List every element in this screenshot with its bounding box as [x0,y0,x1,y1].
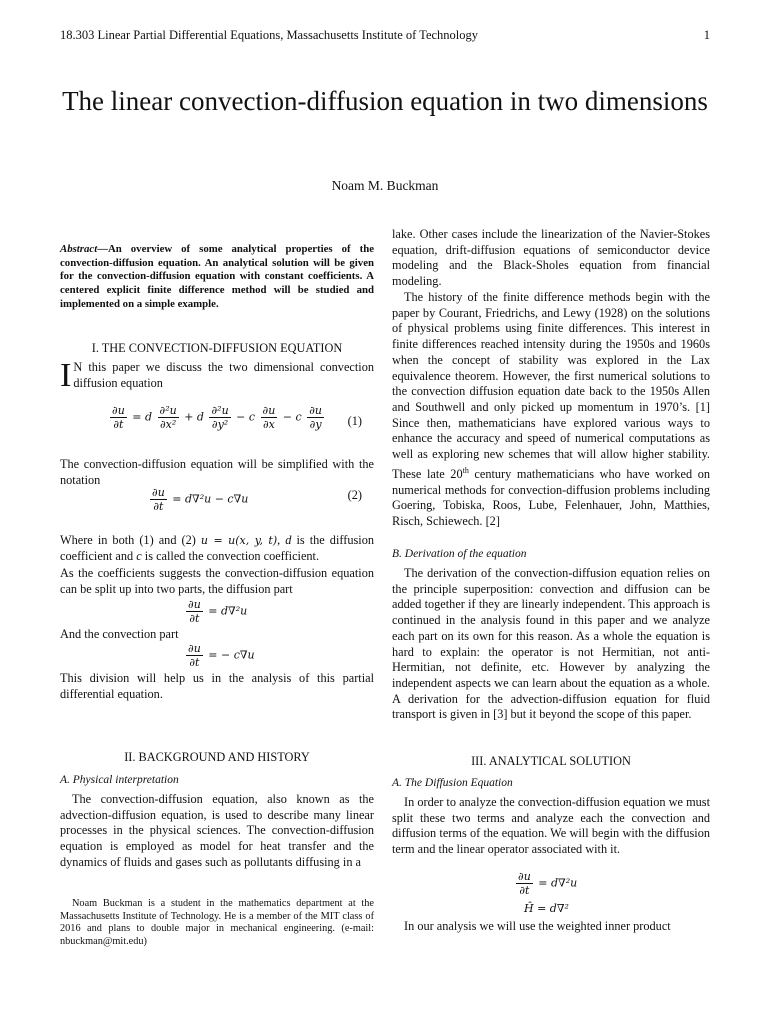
equation-1-number: (1) [347,414,362,428]
dropcap: I [60,357,72,394]
intro-text: N this paper we discuss the two dimensional convection diffusion equation [73,360,374,390]
convection-part-text: And the convection part [60,627,179,641]
diffusion-text: In order to analyze the convection-diffusion equation we must split these two terms and analyze each the convection and diffusion terms of the equation. We will begin with the diffusion term and the linear operator associated with it. [392,795,710,857]
where-u: u = u(x, y, t) [200,534,278,547]
convection-part-equation: $\frac{\partial u}{\partial t}$ = − c∇u [188,642,255,669]
section-1-heading: I. THE CONVECTION-DIFFUSION EQUATION [91,341,343,355]
abstract [60,243,374,312]
continued-text: lake. Other cases include the linearization of the Navier-Stokes equation, drift-diffusion equations of semiconductor device modeling and the Black-Sholes equation from financial modeling. [392,227,710,289]
subsection-physical: A. Physical interpretation [60,774,179,786]
equation-2: $\frac{\partial u}{\partial t}$ = d∇²u − c∇u (2) [152,486,362,513]
where-c: c [136,548,142,563]
equation-1: $\frac{\partial u}{\partial t}$ = d $\frac{\text{∂²u}}{\text{∂x²}}$ + d $\frac{\text{∂²u}}{\text{∂y²}}$ − c $\frac{\partial u}{\partial x}$ − c $\frac{\partial u}{\partial y}$ (1) [112,404,362,431]
history-text [392,290,710,530]
history-b: century mathematicians who have worked on numerical methods for convection-diffusion problems including Goering, Tobiska, Roos, Lube, Felenhauer, John, Matthies, Risch, Schiewech. [2] [392,466,710,528]
page-number: 1 [703,28,710,42]
subsection-derivation: B. Derivation of the equation [392,548,527,560]
where-d: d [285,533,292,547]
simplified-text: The convection-diffusion equation will be simplified with the notation [60,457,374,487]
where-post: is called the convection coefficient. [141,548,320,563]
paper-title: The linear convection-diffusion equation in two dimensions [62,86,708,116]
history-sup: th [462,465,469,475]
section-3-heading: III. ANALYTICAL SOLUTION [471,754,631,768]
diffusion-operator-equations: $\frac{\partial u}{\partial t}$ = d∇²u Ĥ = d∇² [518,870,578,915]
history-a: The history of the finite difference methods begin with the paper by Courant, Friedrichs, and Lewy (1928) on the solutions of physical problems using finite differences. This interest in finite differences reached intensity during the 1950s and 1960s when the concept of stability was explored in the Lax equivalence theorem. However, the first numerical solutions to the convection diffusion equation date back to the 1950s Allen and Southwell and only picked up momentum in 1970’s. [1] Since then, mathematicians have explored various ways to enhance the accuracy and speed of numerical computations as well as exploring new schemes that will allow higher stability. These late 20 [392,290,710,481]
division-text: This division will help us in the analysis of this partial differential equation. [60,671,374,701]
where-text: Where in both (1) and (2) u = u(x, y, t), d is the diffusion coefficient and c is called the convection coefficient. [60,533,374,563]
subsection-diffusion: A. The Diffusion Equation [392,777,513,789]
split-text: As the coefficients suggests the convection-diffusion equation can be split up into two parts, the diffusion part [60,566,374,596]
running-header [60,28,710,43]
abstract-label: Abstract [60,243,98,255]
where-mid: is the diffusion coefficient and [60,533,374,563]
abstract-text: —An overview of some analytical properties of the convection-diffusion equation. An analytical solution will be given for the convection-diffusion equation with constant coefficients. A centered explicit finite difference method will be studied and implemented on a simple example. [60,243,374,310]
where-pre: Where in both (1) and (2) [60,533,201,547]
author-name: Noam M. Buckman [331,178,439,193]
inner-product-text: In our analysis we will use the weighted inner product [404,919,671,933]
derivation-text: The derivation of the convection-diffusion equation relies on the principle superposition: convection and diffusion can be added together if they are linearly independent. This approach is continued in the analysis found in this paper and we analyze each part on its own for this reason. As a whole the equation is hard to explain: the operator is not Hermitian, not anti-Hermitian, not definite, etc. However by analyzing the independent aspects we can learn about the equation as a whole. A derivation for the advection-diffusion equation for fluid transport is given in [3] but it beyond the scope of this paper. [392,566,710,722]
section-2-heading: II. BACKGROUND AND HISTORY [124,750,310,764]
section-1-intro [60,357,374,394]
physical-text: The convection-diffusion equation, also known as the advection-diffusion equation, is used to describe many linear processes in the physical sciences. The convection-diffusion equation is employed as model for heat transfer and the dynamics of fluids and gases such as pollutants diffusing in a [60,792,374,869]
diffusion-part-equation: $\frac{\partial u}{\partial t}$ = d∇²u [188,598,248,625]
course-title: 18.303 Linear Partial Differential Equations, Massachusetts Institute of Technology [60,28,479,42]
footnote: Noam Buckman is a student in the mathematics department at the Massachusetts Institute of Technology. He is a member of the MIT class of 2016 and plans to double major in mechanical engineering. (e-mail: nbuckman@mit.edu) [60,898,374,947]
equation-2-number: (2) [347,488,362,502]
